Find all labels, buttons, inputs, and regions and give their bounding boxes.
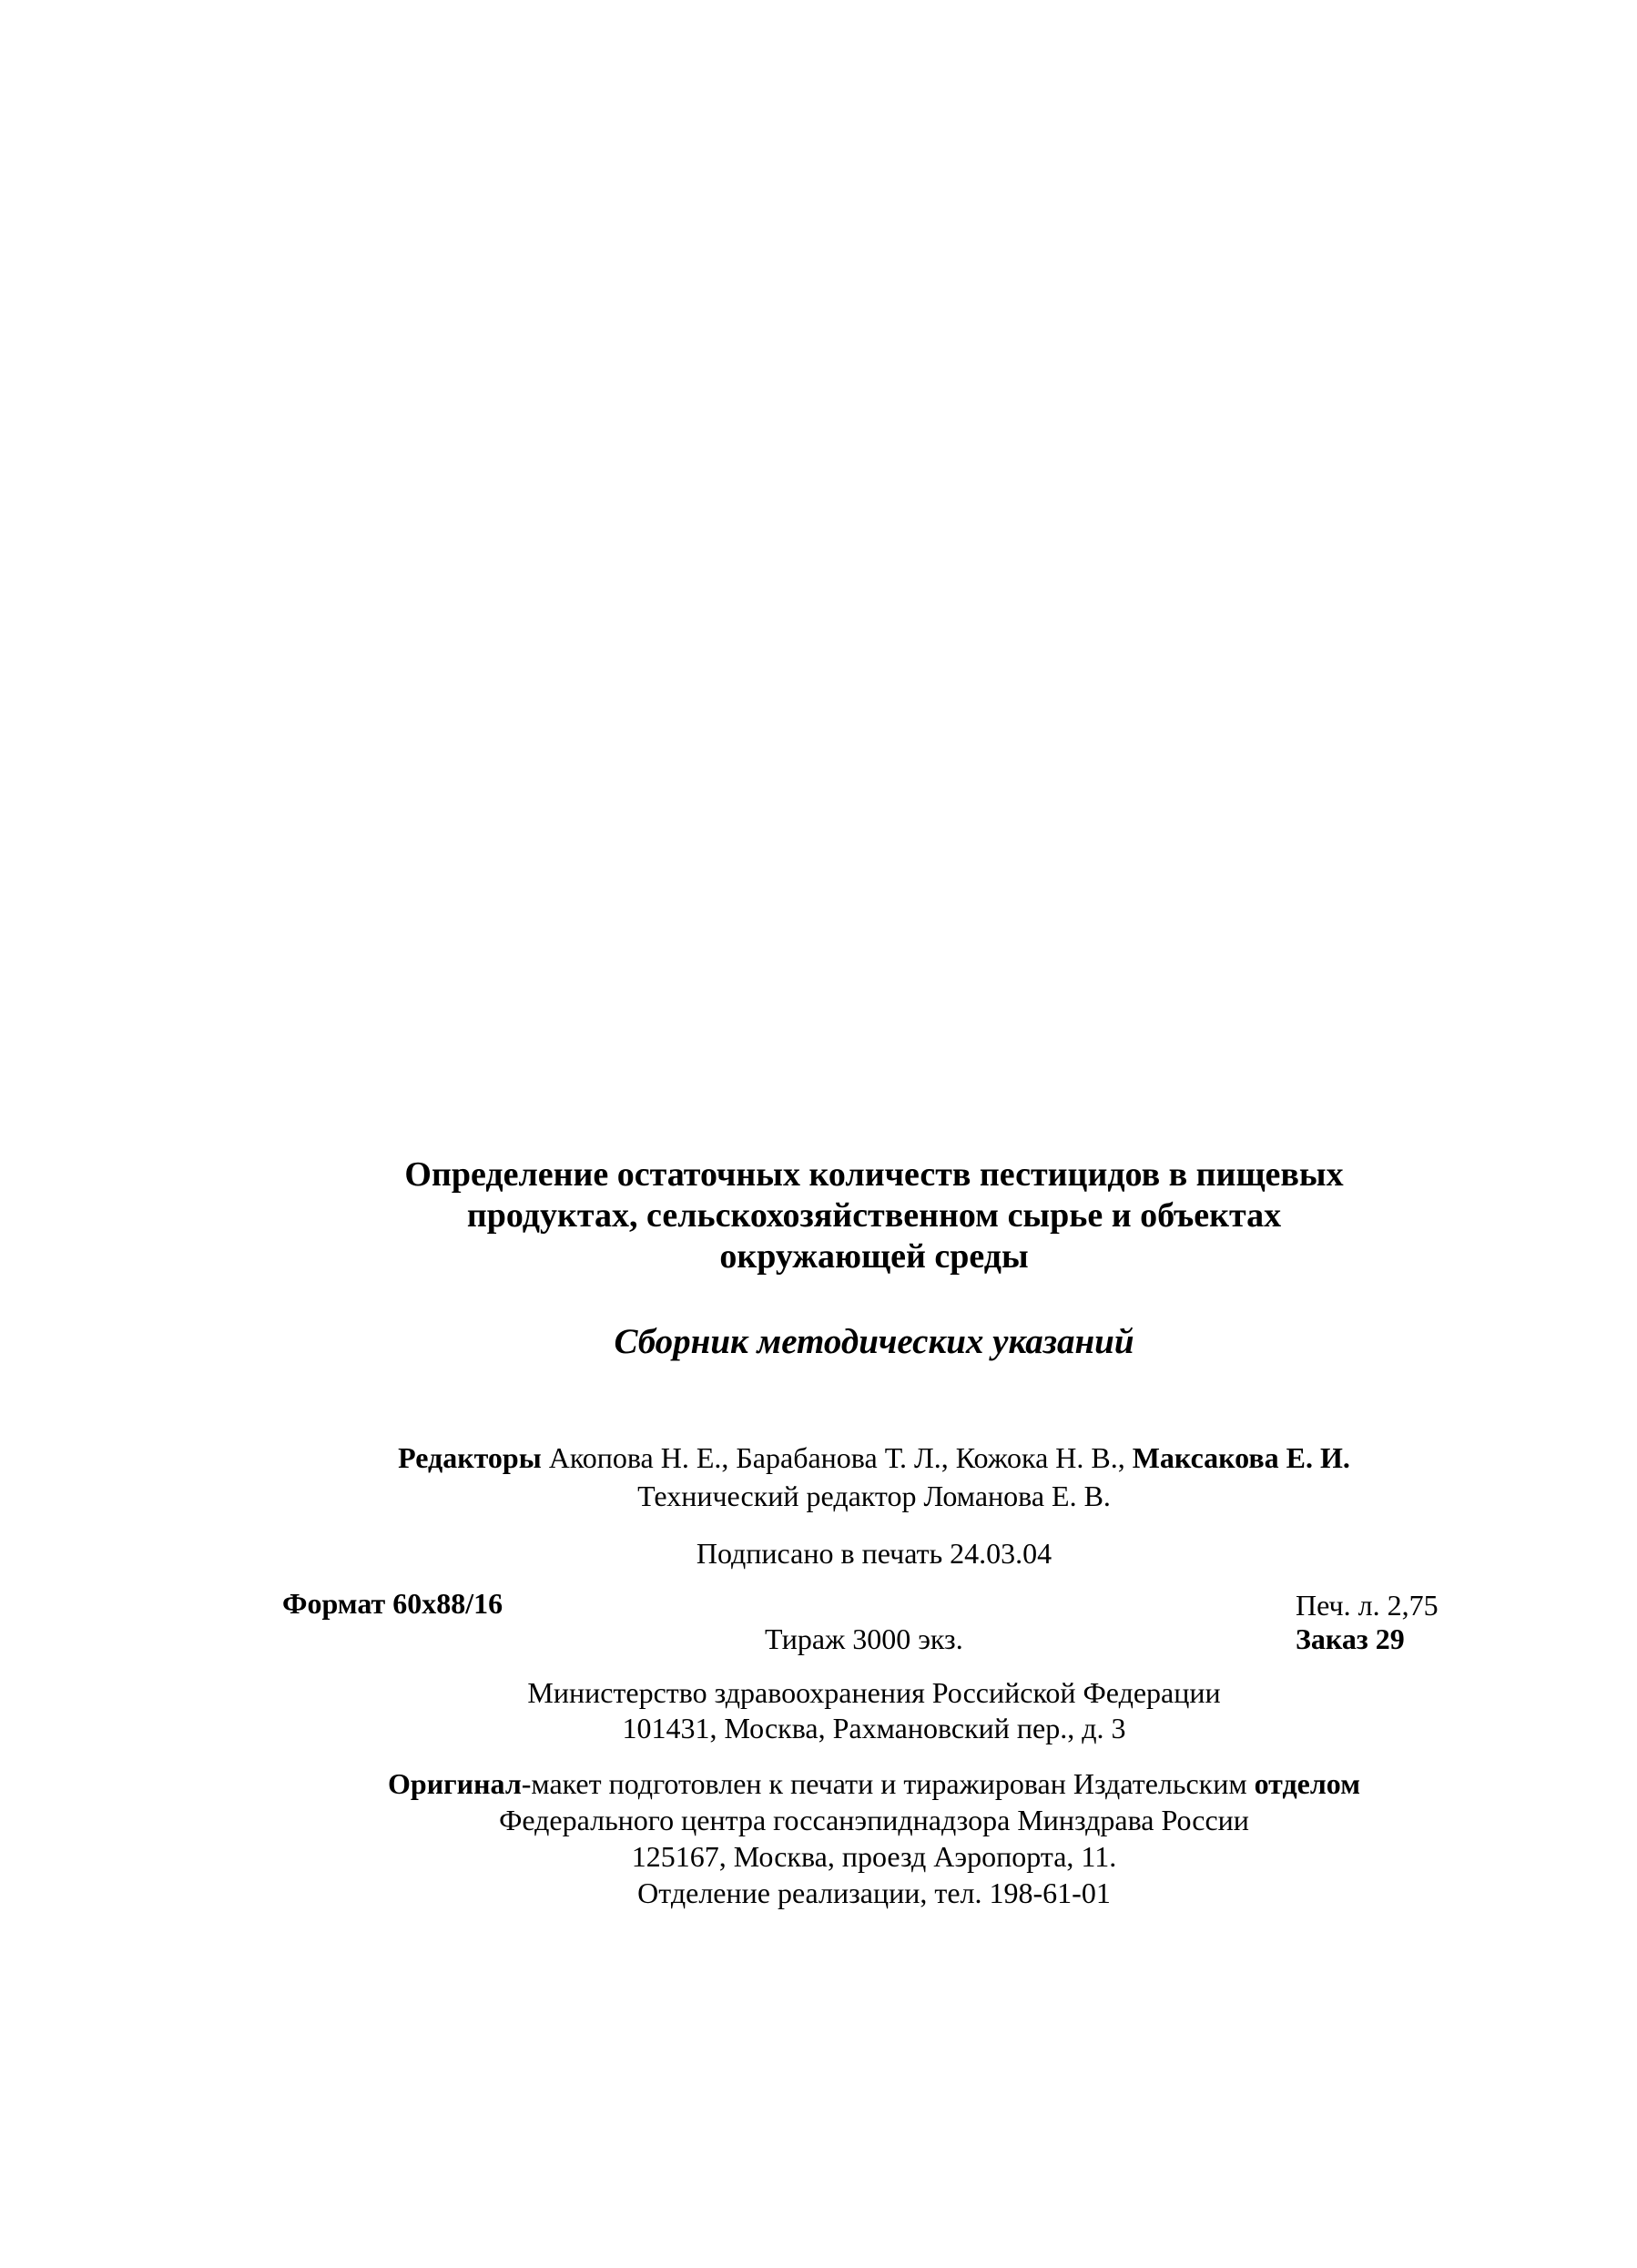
ministry-name: Министерство здравоохранения Российской Федерации [527, 1676, 1221, 1709]
book-title-line-1: Определение остаточных количеств пестицидов в пищевых [404, 1155, 1344, 1194]
signed-date: Подписано в печать 24.03.04 [696, 1537, 1052, 1570]
publisher-line-1-end: отделом [1254, 1767, 1360, 1800]
publisher-line-2: Федерального центра госсанэпиднадзора Минздрава России [499, 1804, 1249, 1836]
publisher-line-1-middle: -макет подготовлен к печати и тиражирован Издательским [521, 1767, 1247, 1800]
book-title-line-2: продуктах, сельскохозяйственном сырье и объектах [466, 1196, 1282, 1235]
print-sheets: Печ. л. 2,75 [1296, 1589, 1439, 1622]
sales-department: Отделение реализации, тел. 198-61-01 [637, 1876, 1111, 1909]
publisher-address: 125167, Москва, проезд Аэропорта, 11. [631, 1840, 1117, 1873]
book-subtitle: Сборник методических указаний [614, 1322, 1134, 1361]
order-number: Заказ 29 [1296, 1622, 1405, 1655]
editors-line [273, 1440, 1475, 1475]
publisher-line-1 [273, 1766, 1475, 1801]
book-title-line-3: окружающей среды [719, 1237, 1029, 1276]
ministry-address: 101431, Москва, Рахмановский пер., д. 3 [622, 1712, 1126, 1744]
technical-editor: Технический редактор Ломанова Е. В. [637, 1480, 1111, 1512]
circulation: Тираж 3000 экз. [765, 1622, 963, 1655]
book-title [273, 1154, 1475, 1277]
publisher-line-1-start: Оригинал [388, 1767, 522, 1800]
editors-names-last: Максакова Е. И. [1132, 1441, 1350, 1474]
editors-names: Акопова Н. Е., Барабанова Т. Л., Кожока Н. В., [548, 1441, 1125, 1474]
editors-label: Редакторы [398, 1441, 542, 1474]
format-info: Формат 60х88/16 [282, 1587, 503, 1620]
